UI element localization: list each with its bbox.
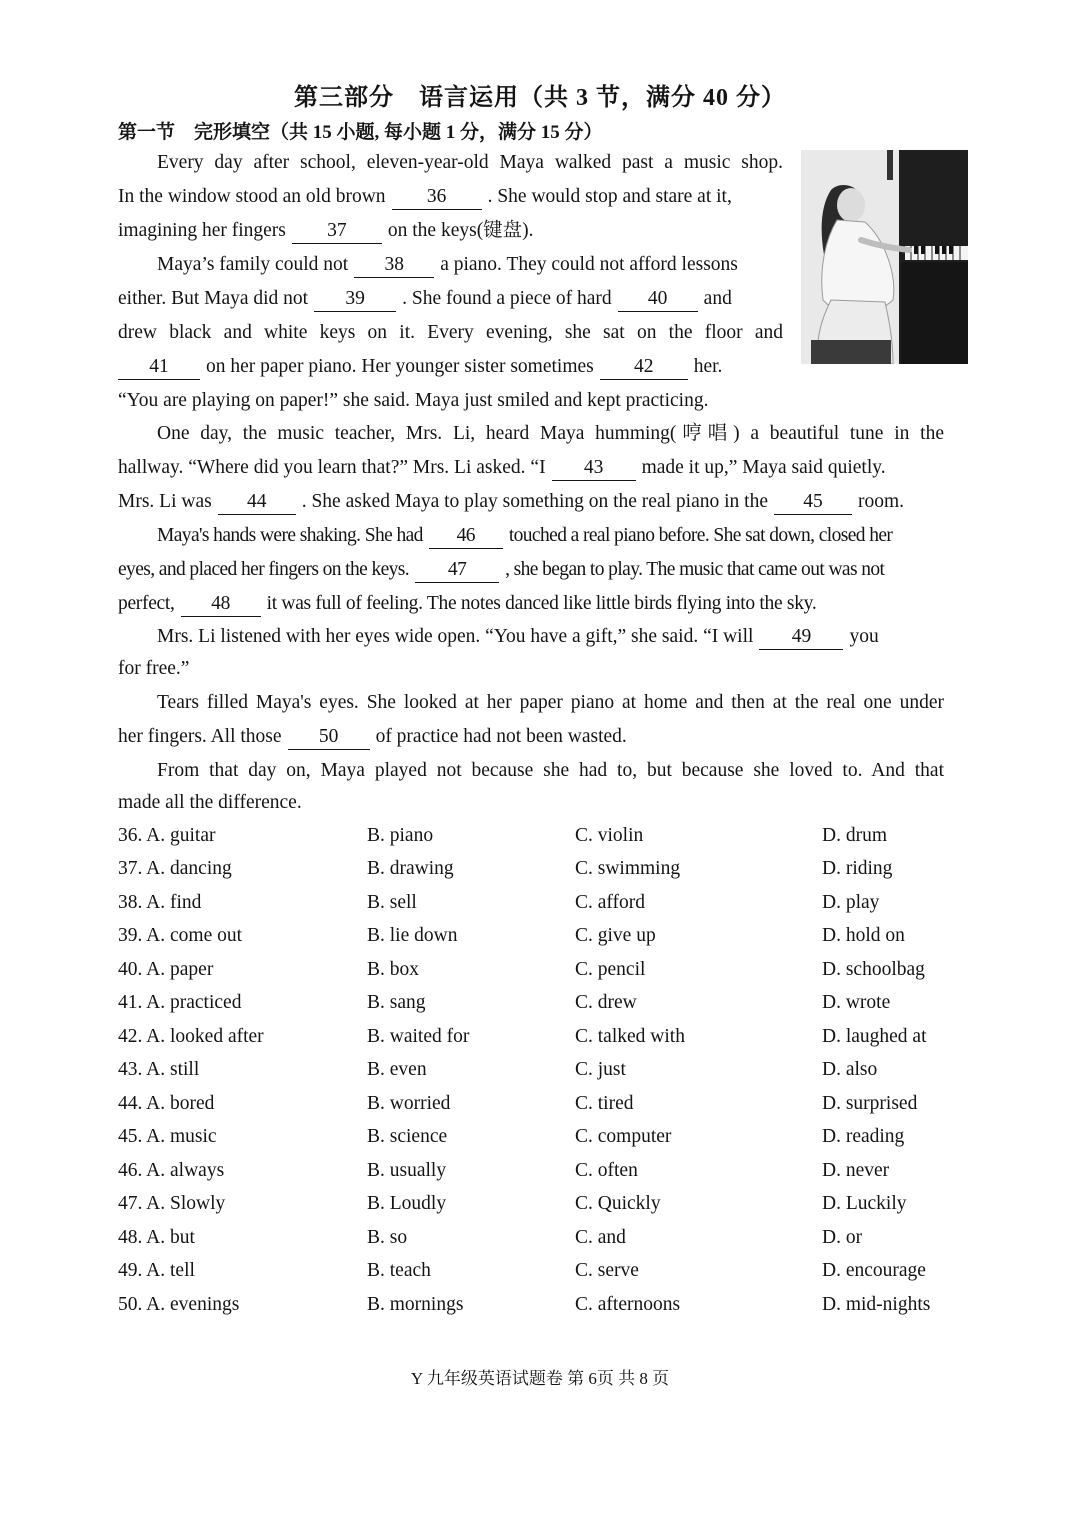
passage-line: In the window stood an old brown 36 . She would stop and stare at it, xyxy=(118,181,783,213)
option-b[interactable]: B. teach xyxy=(367,1260,431,1281)
blank-39[interactable]: 39 xyxy=(314,287,396,312)
option-b[interactable]: B. piano xyxy=(367,825,434,846)
blank-46[interactable]: 46 xyxy=(429,524,503,549)
option-a[interactable]: 43. A. still xyxy=(118,1059,200,1080)
blank-38[interactable]: 38 xyxy=(354,253,434,278)
option-b[interactable]: B. box xyxy=(367,959,420,980)
option-a[interactable]: 38. A. find xyxy=(118,892,202,913)
option-c[interactable]: C. talked with xyxy=(575,1026,685,1047)
blank-43[interactable]: 43 xyxy=(552,456,636,481)
blank-50[interactable]: 50 xyxy=(288,725,370,750)
page-footer: Y 九年级英语试题卷 第 6页 共 8 页 xyxy=(410,1369,670,1388)
passage-line: Mrs. Li was 44 . She asked Maya to play something on the real piano in the 45 room. xyxy=(118,486,944,518)
option-a[interactable]: 47. A. Slowly xyxy=(118,1193,226,1214)
blank-48[interactable]: 48 xyxy=(181,592,261,617)
passage-line: Maya’s family could not 38 a piano. They could not afford lessons xyxy=(157,249,738,281)
blank-36[interactable]: 36 xyxy=(392,185,482,210)
passage-line: imagining her fingers 37 on the keys(键盘). xyxy=(118,215,783,247)
option-b[interactable]: B. worried xyxy=(367,1093,451,1114)
passage-line: Mrs. Li listened with her eyes wide open. “You have a gift,” she said. “I will 49 you xyxy=(157,621,944,653)
option-c[interactable]: C. just xyxy=(575,1059,626,1080)
option-a[interactable]: 48. A. but xyxy=(118,1227,195,1248)
blank-37[interactable]: 37 xyxy=(292,219,382,244)
passage-line: One day, the music teacher, Mrs. Li, heard Maya humming(哼唱) a beautiful tune in the xyxy=(157,423,944,444)
option-b[interactable]: B. so xyxy=(367,1227,408,1248)
option-c[interactable]: C. often xyxy=(575,1160,638,1181)
blank-45[interactable]: 45 xyxy=(774,490,852,515)
option-a[interactable]: 39. A. come out xyxy=(118,925,243,946)
option-a[interactable]: 50. A. evenings xyxy=(118,1294,240,1315)
option-b[interactable]: B. usually xyxy=(367,1160,447,1181)
option-c[interactable]: C. Quickly xyxy=(575,1193,661,1214)
option-d[interactable]: D. Luckily xyxy=(822,1193,907,1214)
option-d[interactable]: D. hold on xyxy=(822,925,905,946)
option-c[interactable]: C. tired xyxy=(575,1093,634,1114)
option-c[interactable]: C. pencil xyxy=(575,959,646,980)
option-a[interactable]: 41. A. practiced xyxy=(118,992,242,1013)
passage-line: Every day after school, eleven-year-old Maya walked past a music shop. xyxy=(157,152,783,173)
option-d[interactable]: D. never xyxy=(822,1160,890,1181)
option-c[interactable]: C. computer xyxy=(575,1126,672,1147)
passage-line: for free.” xyxy=(118,658,190,679)
option-d[interactable]: D. laughed at xyxy=(822,1026,927,1047)
option-d[interactable]: D. also xyxy=(822,1059,878,1080)
passage-line: From that day on, Maya played not because she had to, but because she loved to. And that xyxy=(157,760,944,781)
option-a[interactable]: 37. A. dancing xyxy=(118,858,232,879)
option-b[interactable]: B. science xyxy=(367,1126,448,1147)
passage-line: hallway. “Where did you learn that?” Mrs. Li asked. “I 43 made it up,” Maya said quietly. xyxy=(118,452,944,484)
passage-line: either. But Maya did not 39 . She found a piece of hard 40 and xyxy=(118,283,783,315)
option-c[interactable]: C. and xyxy=(575,1227,626,1248)
blank-47[interactable]: 47 xyxy=(415,558,499,583)
blank-42[interactable]: 42 xyxy=(600,355,688,380)
option-a[interactable]: 44. A. bored xyxy=(118,1093,215,1114)
option-c[interactable]: C. serve xyxy=(575,1260,639,1281)
section-title: 第一节 完形填空（共 15 小题, 每小题 1 分，满分 15 分） xyxy=(118,122,603,143)
blank-49[interactable]: 49 xyxy=(759,625,843,650)
blank-40[interactable]: 40 xyxy=(618,287,698,312)
option-c[interactable]: C. afternoons xyxy=(575,1294,681,1315)
option-d[interactable]: D. drum xyxy=(822,825,887,846)
girl-playing-piano-illustration xyxy=(801,150,968,364)
passage-line: eyes, and placed her fingers on the keys. 47 , she began to play. The music that came out was not xyxy=(118,554,884,586)
option-d[interactable]: D. wrote xyxy=(822,992,891,1013)
option-d[interactable]: D. reading xyxy=(822,1126,905,1147)
option-b[interactable]: B. waited for xyxy=(367,1026,470,1047)
option-d[interactable]: D. encourage xyxy=(822,1260,926,1281)
option-c[interactable]: C. drew xyxy=(575,992,637,1013)
option-c[interactable]: C. swimming xyxy=(575,858,681,879)
passage-line: Tears filled Maya's eyes. She looked at her paper piano at home and then at the real one under xyxy=(157,692,944,713)
option-d[interactable]: D. riding xyxy=(822,858,893,879)
passage-line: made all the difference. xyxy=(118,792,302,813)
option-a[interactable]: 45. A. music xyxy=(118,1126,217,1147)
passage-line: “You are playing on paper!” she said. Maya just smiled and kept practicing. xyxy=(118,390,709,411)
option-c[interactable]: C. afford xyxy=(575,892,646,913)
option-d[interactable]: D. play xyxy=(822,892,880,913)
option-b[interactable]: B. sell xyxy=(367,892,417,913)
option-a[interactable]: 49. A. tell xyxy=(118,1260,195,1281)
part-title: 第三部分 语言运用（共 3 节，满分 40 分） xyxy=(294,85,786,111)
passage-line: perfect, 48 it was full of feeling. The notes danced like little birds flying into the sky. xyxy=(118,588,816,620)
option-a[interactable]: 40. A. paper xyxy=(118,959,214,980)
option-c[interactable]: C. violin xyxy=(575,825,644,846)
option-d[interactable]: D. mid-nights xyxy=(822,1294,931,1315)
option-b[interactable]: B. even xyxy=(367,1059,427,1080)
passage-line: her fingers. All those 50 of practice had not been wasted. xyxy=(118,721,627,753)
passage-line: Maya's hands were shaking. She had 46 touched a real piano before. She sat down, closed her xyxy=(157,520,892,552)
option-b[interactable]: B. mornings xyxy=(367,1294,464,1315)
option-d[interactable]: D. or xyxy=(822,1227,863,1248)
option-b[interactable]: B. Loudly xyxy=(367,1193,447,1214)
option-d[interactable]: D. surprised xyxy=(822,1093,918,1114)
option-b[interactable]: B. sang xyxy=(367,992,426,1013)
option-a[interactable]: 46. A. always xyxy=(118,1160,225,1181)
option-a[interactable]: 42. A. looked after xyxy=(118,1026,264,1047)
passage-line: drew black and white keys on it. Every evening, she sat on the floor and xyxy=(118,322,783,343)
blank-41[interactable]: 41 xyxy=(118,355,200,380)
passage-line: 41 on her paper piano. Her younger sister sometimes 42 her. xyxy=(118,351,783,383)
option-c[interactable]: C. give up xyxy=(575,925,656,946)
option-a[interactable]: 36. A. guitar xyxy=(118,825,216,846)
blank-44[interactable]: 44 xyxy=(218,490,296,515)
option-b[interactable]: B. lie down xyxy=(367,925,458,946)
option-d[interactable]: D. schoolbag xyxy=(822,959,925,980)
option-b[interactable]: B. drawing xyxy=(367,858,454,879)
